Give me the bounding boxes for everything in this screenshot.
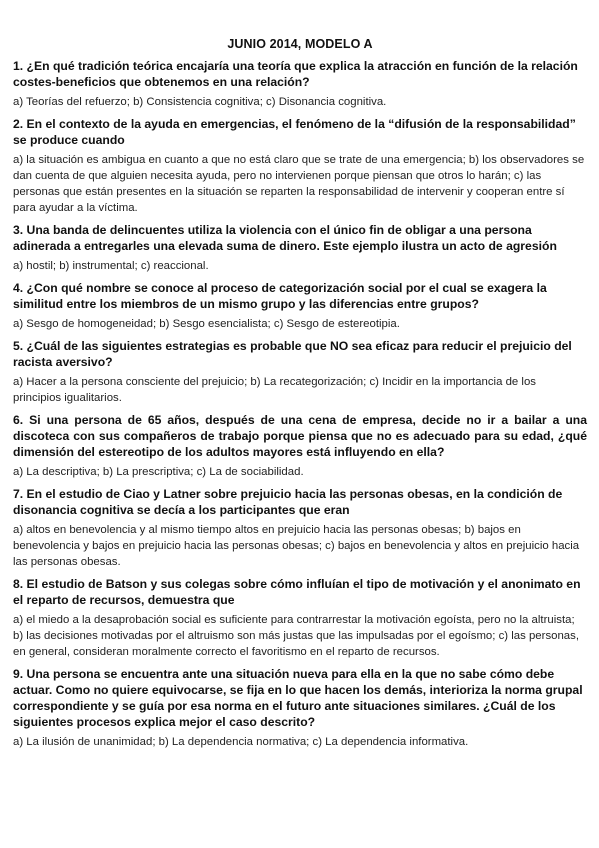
question-9 (13, 666, 587, 750)
question-text: 1. ¿En qué tradición teórica encajaría una teoría que explica la atracción en función de la relación costes-beneficios que obtenemos en una relación? (13, 59, 578, 89)
question-answers: a) la situación es ambigua en cuanto a que no está claro que se trate de una emergencia; b) los observadores se dan cuenta de que alguien necesita ayuda, pero no intervienen porque piensan que otros lo harán; c) las personas que están presentes en la situación se reparten la responsabilidad de intervenir y cooperan entre sí para ayudar a la víctima. (13, 154, 585, 214)
question-4 (13, 280, 587, 332)
exam-title: JUNIO 2014, MODELO A (227, 37, 373, 51)
question-answers: a) La descriptiva; b) La prescriptiva; c) La de sociabilidad. (13, 466, 304, 478)
question-answers: a) La ilusión de unanimidad; b) La dependencia normativa; c) La dependencia informativa. (13, 736, 469, 748)
question-2 (13, 116, 587, 216)
question-text: 2. En el contexto de la ayuda en emergencias, el fenómeno de la “difusión de la responsabilidad” se produce cuando (13, 117, 576, 147)
question-answers: a) altos en benevolencia y al mismo tiempo altos en prejuicio hacia las personas obesas; b) bajos en benevolencia y bajos en prejuicio hacia las personas obesas; c) bajos en benevolencia y altos en prejuicio hacia las personas obesas. (13, 524, 580, 568)
question-answers: a) hostil; b) instrumental; c) reaccional. (13, 260, 209, 272)
exam-page (13, 37, 587, 756)
question-text: 5. ¿Cuál de las siguientes estrategias es probable que NO sea eficaz para reducir el prejuicio del racista aversivo? (13, 339, 572, 369)
question-text: 7. En el estudio de Ciao y Latner sobre prejuicio hacia las personas obesas, en la condición de disonancia cognitiva se decía a los participantes que eran (13, 487, 563, 517)
question-text: 6. Si una persona de 65 años, después de una cena de empresa, decide no ir a bailar a una discoteca con sus compañeros de trabajo porque piensa que no es adecuado para su edad, ¿qué dimensión del estereotipo de los adultos mayores está influyendo en ella? (13, 413, 587, 459)
question-text: 3. Una banda de delincuentes utiliza la violencia con el único fin de obligar a una persona adinerada a entregarles una elevada suma de dinero. Este ejemplo ilustra un acto de agresión (13, 223, 557, 253)
question-6 (13, 412, 587, 480)
question-answers: a) el miedo a la desaprobación social es suficiente para contrarrestar la motivación egoísta, pero no la altruista; b) las decisiones motivadas por el altruismo son más justas que las impulsadas por el egoísmo; c) las personas, en general, consideran moralmente correcto el favoritismo en el reparto de recursos. (13, 614, 580, 658)
question-8 (13, 576, 587, 660)
question-5 (13, 338, 587, 406)
question-3 (13, 222, 587, 274)
question-text: 9. Una persona se encuentra ante una situación nueva para ella en la que no sabe cómo debe actuar. Como no quiere equivocarse, se fija en lo que hacen los demás, interioriza la norma grupal correspondiente y se guía por esa norma en el futuro ante situaciones similares. ¿Cuál de los siguientes procesos explica mejor el caso descrito? (13, 667, 583, 729)
question-1 (13, 58, 587, 110)
question-7 (13, 486, 587, 570)
question-answers: a) Hacer a la persona consciente del prejuicio; b) La recategorización; c) Incidir en la importancia de los principios igualitarios. (13, 376, 536, 404)
question-text: 4. ¿Con qué nombre se conoce al proceso de categorización social por el cual se exagera la similitud entre los miembros de un mismo grupo y las diferencias entre grupos? (13, 281, 547, 311)
question-answers: a) Teorías del refuerzo; b) Consistencia cognitiva; c) Disonancia cognitiva. (13, 96, 387, 108)
question-answers: a) Sesgo de homogeneidad; b) Sesgo esencialista; c) Sesgo de estereotipia. (13, 318, 400, 330)
question-text: 8. El estudio de Batson y sus colegas sobre cómo influían el tipo de motivación y el anonimato en el reparto de recursos, demuestra que (13, 577, 581, 607)
